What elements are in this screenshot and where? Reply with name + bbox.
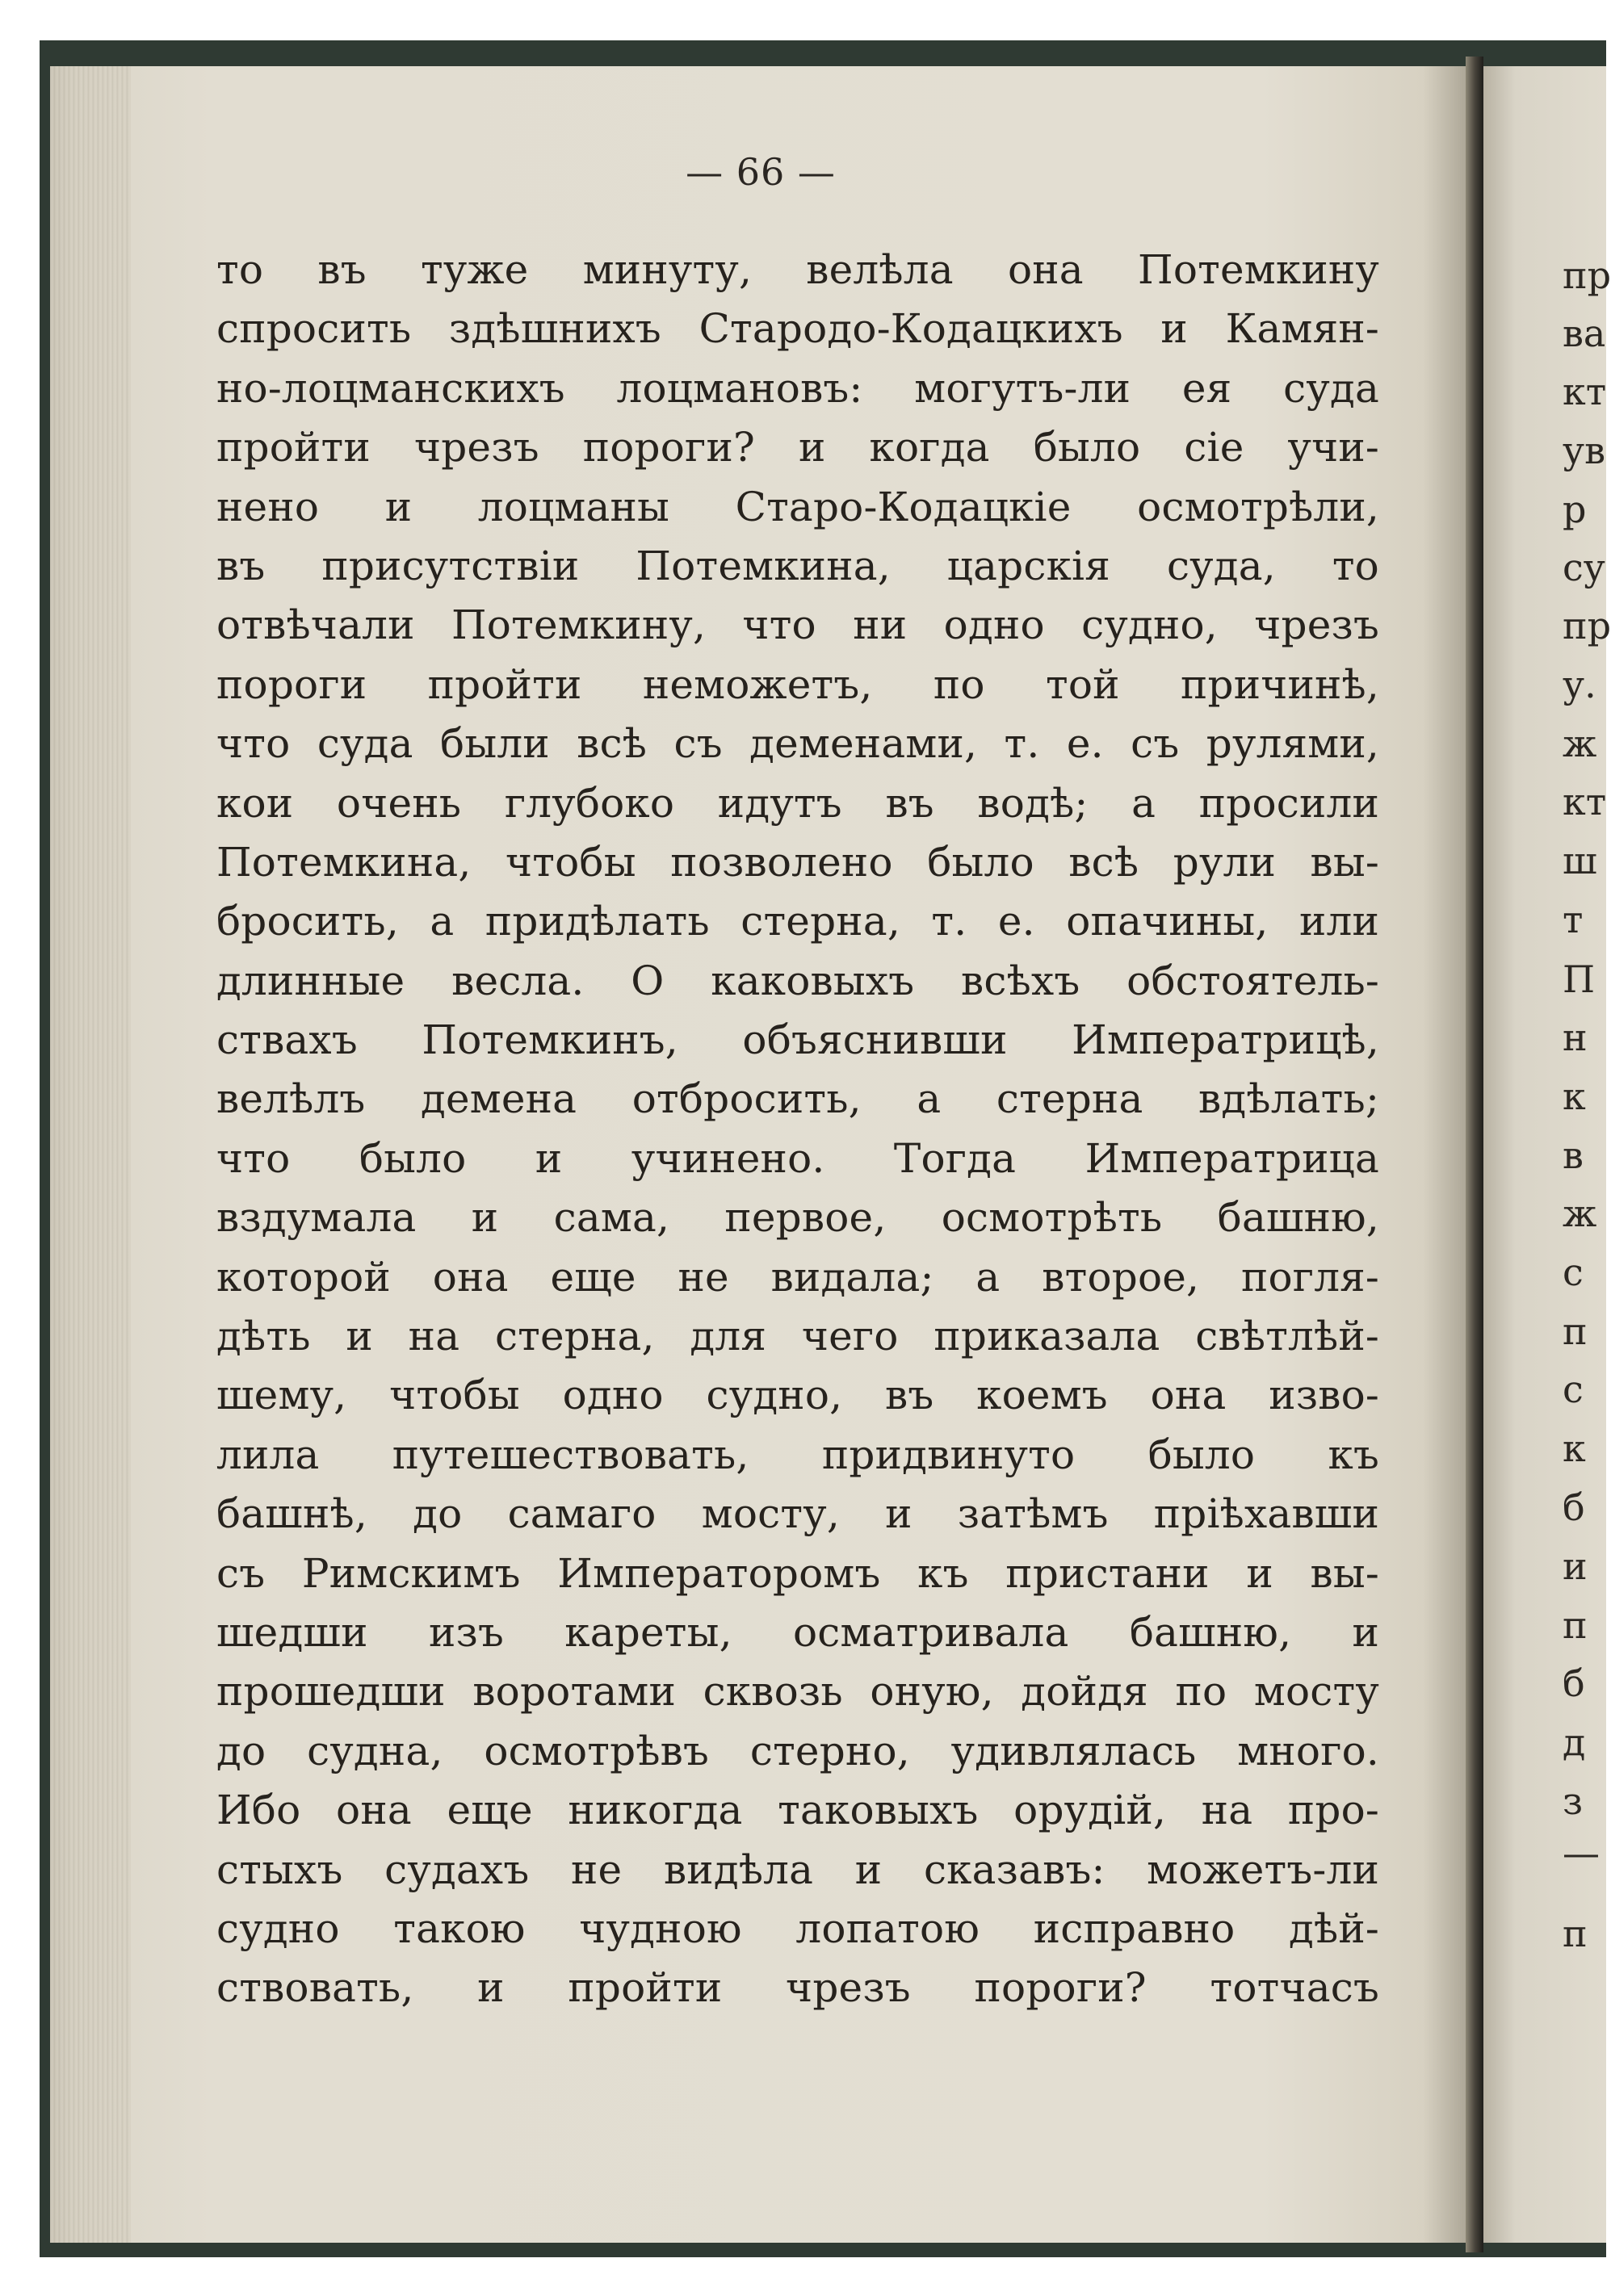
text-line: до судна, осмотрѣвъ стерно, удивлялась много. xyxy=(216,1727,1379,1774)
right-page-fragment: су xyxy=(1563,546,1605,589)
text-line: съ Римскимъ Императоромъ къ пристани и вы- xyxy=(216,1549,1379,1597)
text-line: спросить здѣшнихъ Стародо-Кодацкихъ и Камян- xyxy=(216,305,1379,353)
right-page-fragment: кт xyxy=(1563,780,1607,823)
text-line: стыхъ судахъ не видѣла и сказавъ: можетъ-ли xyxy=(216,1846,1379,1893)
right-page-fragment: П xyxy=(1563,957,1596,1001)
text-line: отвѣчали Потемкину, что ни одно судно, чрезъ xyxy=(216,601,1379,649)
right-page-fragment: ж xyxy=(1563,722,1597,765)
text-line: лила путешествовать, придвинуто было къ xyxy=(216,1431,1379,1478)
right-page-fragment: р xyxy=(1563,488,1587,531)
text-line: бросить, а придѣлать стерна, т. е. опачины, или xyxy=(216,898,1379,945)
right-page-fragment: с xyxy=(1563,1251,1584,1294)
text-line: пороги пройти неможетъ, по той причинѣ, xyxy=(216,660,1379,708)
text-line: которой она еще не видала; а второе, погля- xyxy=(216,1253,1379,1301)
text-line: судно такою чудною лопатою исправно дѣй- xyxy=(216,1904,1379,1952)
right-page-fragment: ж xyxy=(1563,1192,1597,1235)
right-page-fragment: з xyxy=(1563,1779,1584,1823)
text-line: башнѣ, до самаго мосту, и затѣмъ пріѣхавши xyxy=(216,1490,1379,1538)
text-line: въ присутствіи Потемкина, царскія суда, то xyxy=(216,542,1379,589)
text-line: то въ туже минуту, велѣла она Потемкину xyxy=(216,246,1379,293)
book-cover-edge-bottom xyxy=(40,2243,1606,2257)
right-page-fragment: б xyxy=(1563,1661,1585,1705)
right-page-fragment: к xyxy=(1563,1427,1586,1470)
right-page-fragment: — xyxy=(1563,1831,1600,1875)
text-line: вздумала и сама, первое, осмотрѣть башню, xyxy=(216,1194,1379,1242)
right-page xyxy=(1483,66,1611,2243)
text-line: дѣть и на стерна, для чего приказала свѣтлѣй- xyxy=(216,1313,1379,1360)
right-page-fragment: б xyxy=(1563,1485,1585,1529)
page-number: — 66 — xyxy=(686,150,836,194)
text-line: Потемкина, чтобы позволено было всѣ рули вы- xyxy=(216,838,1379,886)
text-line: но-лоцманскихъ лоцмановъ: могутъ-ли ея суда xyxy=(216,364,1379,412)
right-page-fragment: пр xyxy=(1563,253,1611,297)
text-line: нено и лоцманы Старо-Кодацкіе осмотрѣли, xyxy=(216,483,1379,530)
text-line: длинные весла. О каковыхъ всѣхъ обстоятель- xyxy=(216,957,1379,1004)
text-line: ствовать, и пройти чрезъ пороги? тотчасъ xyxy=(216,1964,1379,2012)
right-page-fragment: и xyxy=(1563,1544,1588,1588)
right-page-fragment: к xyxy=(1563,1075,1586,1118)
right-page-fragment: кт xyxy=(1563,370,1607,413)
text-line: шедши изъ кареты, осматривала башню, и xyxy=(216,1608,1379,1656)
text-line: шему, чтобы одно судно, въ коемъ она изво- xyxy=(216,1372,1379,1419)
right-page-fragment: ш xyxy=(1563,839,1597,882)
right-page-fragment: ва xyxy=(1563,312,1606,355)
book-cover-edge-left xyxy=(40,40,51,2257)
right-page-fragment: ув xyxy=(1563,429,1605,472)
right-page-fragment: п xyxy=(1563,1603,1588,1647)
right-page-fragment: т xyxy=(1563,898,1584,941)
page-stack-edges xyxy=(50,66,131,2243)
text-line: прошедши воротами сквозь оную, дойдя по мосту xyxy=(216,1668,1379,1716)
right-page-fragment: пр xyxy=(1563,604,1611,647)
right-page-fragment: у. xyxy=(1563,663,1596,706)
right-page-fragment: п xyxy=(1563,1912,1588,1955)
text-line: что было и учинено. Тогда Императрица xyxy=(216,1134,1379,1182)
text-line: что суда были всѣ съ деменами, т. е. съ рулями, xyxy=(216,720,1379,768)
text-line: ствахъ Потемкинъ, объяснивши Императрицѣ, xyxy=(216,1016,1379,1064)
right-page-fragment: д xyxy=(1563,1720,1586,1764)
text-line: велѣлъ демена отбросить, а стерна вдѣлать; xyxy=(216,1075,1379,1123)
text-line: Ибо она еще никогда таковыхъ орудій, на про- xyxy=(216,1787,1379,1834)
right-page-fragment: в xyxy=(1563,1133,1584,1177)
text-line: пройти чрезъ пороги? и когда было сіе учи- xyxy=(216,424,1379,471)
book-gutter xyxy=(1466,57,1483,2252)
text-line: кои очень глубоко идутъ въ водѣ; а просили xyxy=(216,779,1379,827)
right-page-fragment: п xyxy=(1563,1309,1588,1353)
page-header xyxy=(50,0,1471,242)
right-page-fragment: н xyxy=(1563,1016,1588,1059)
body-text xyxy=(216,241,1379,2018)
right-page-fragment: с xyxy=(1563,1368,1584,1411)
